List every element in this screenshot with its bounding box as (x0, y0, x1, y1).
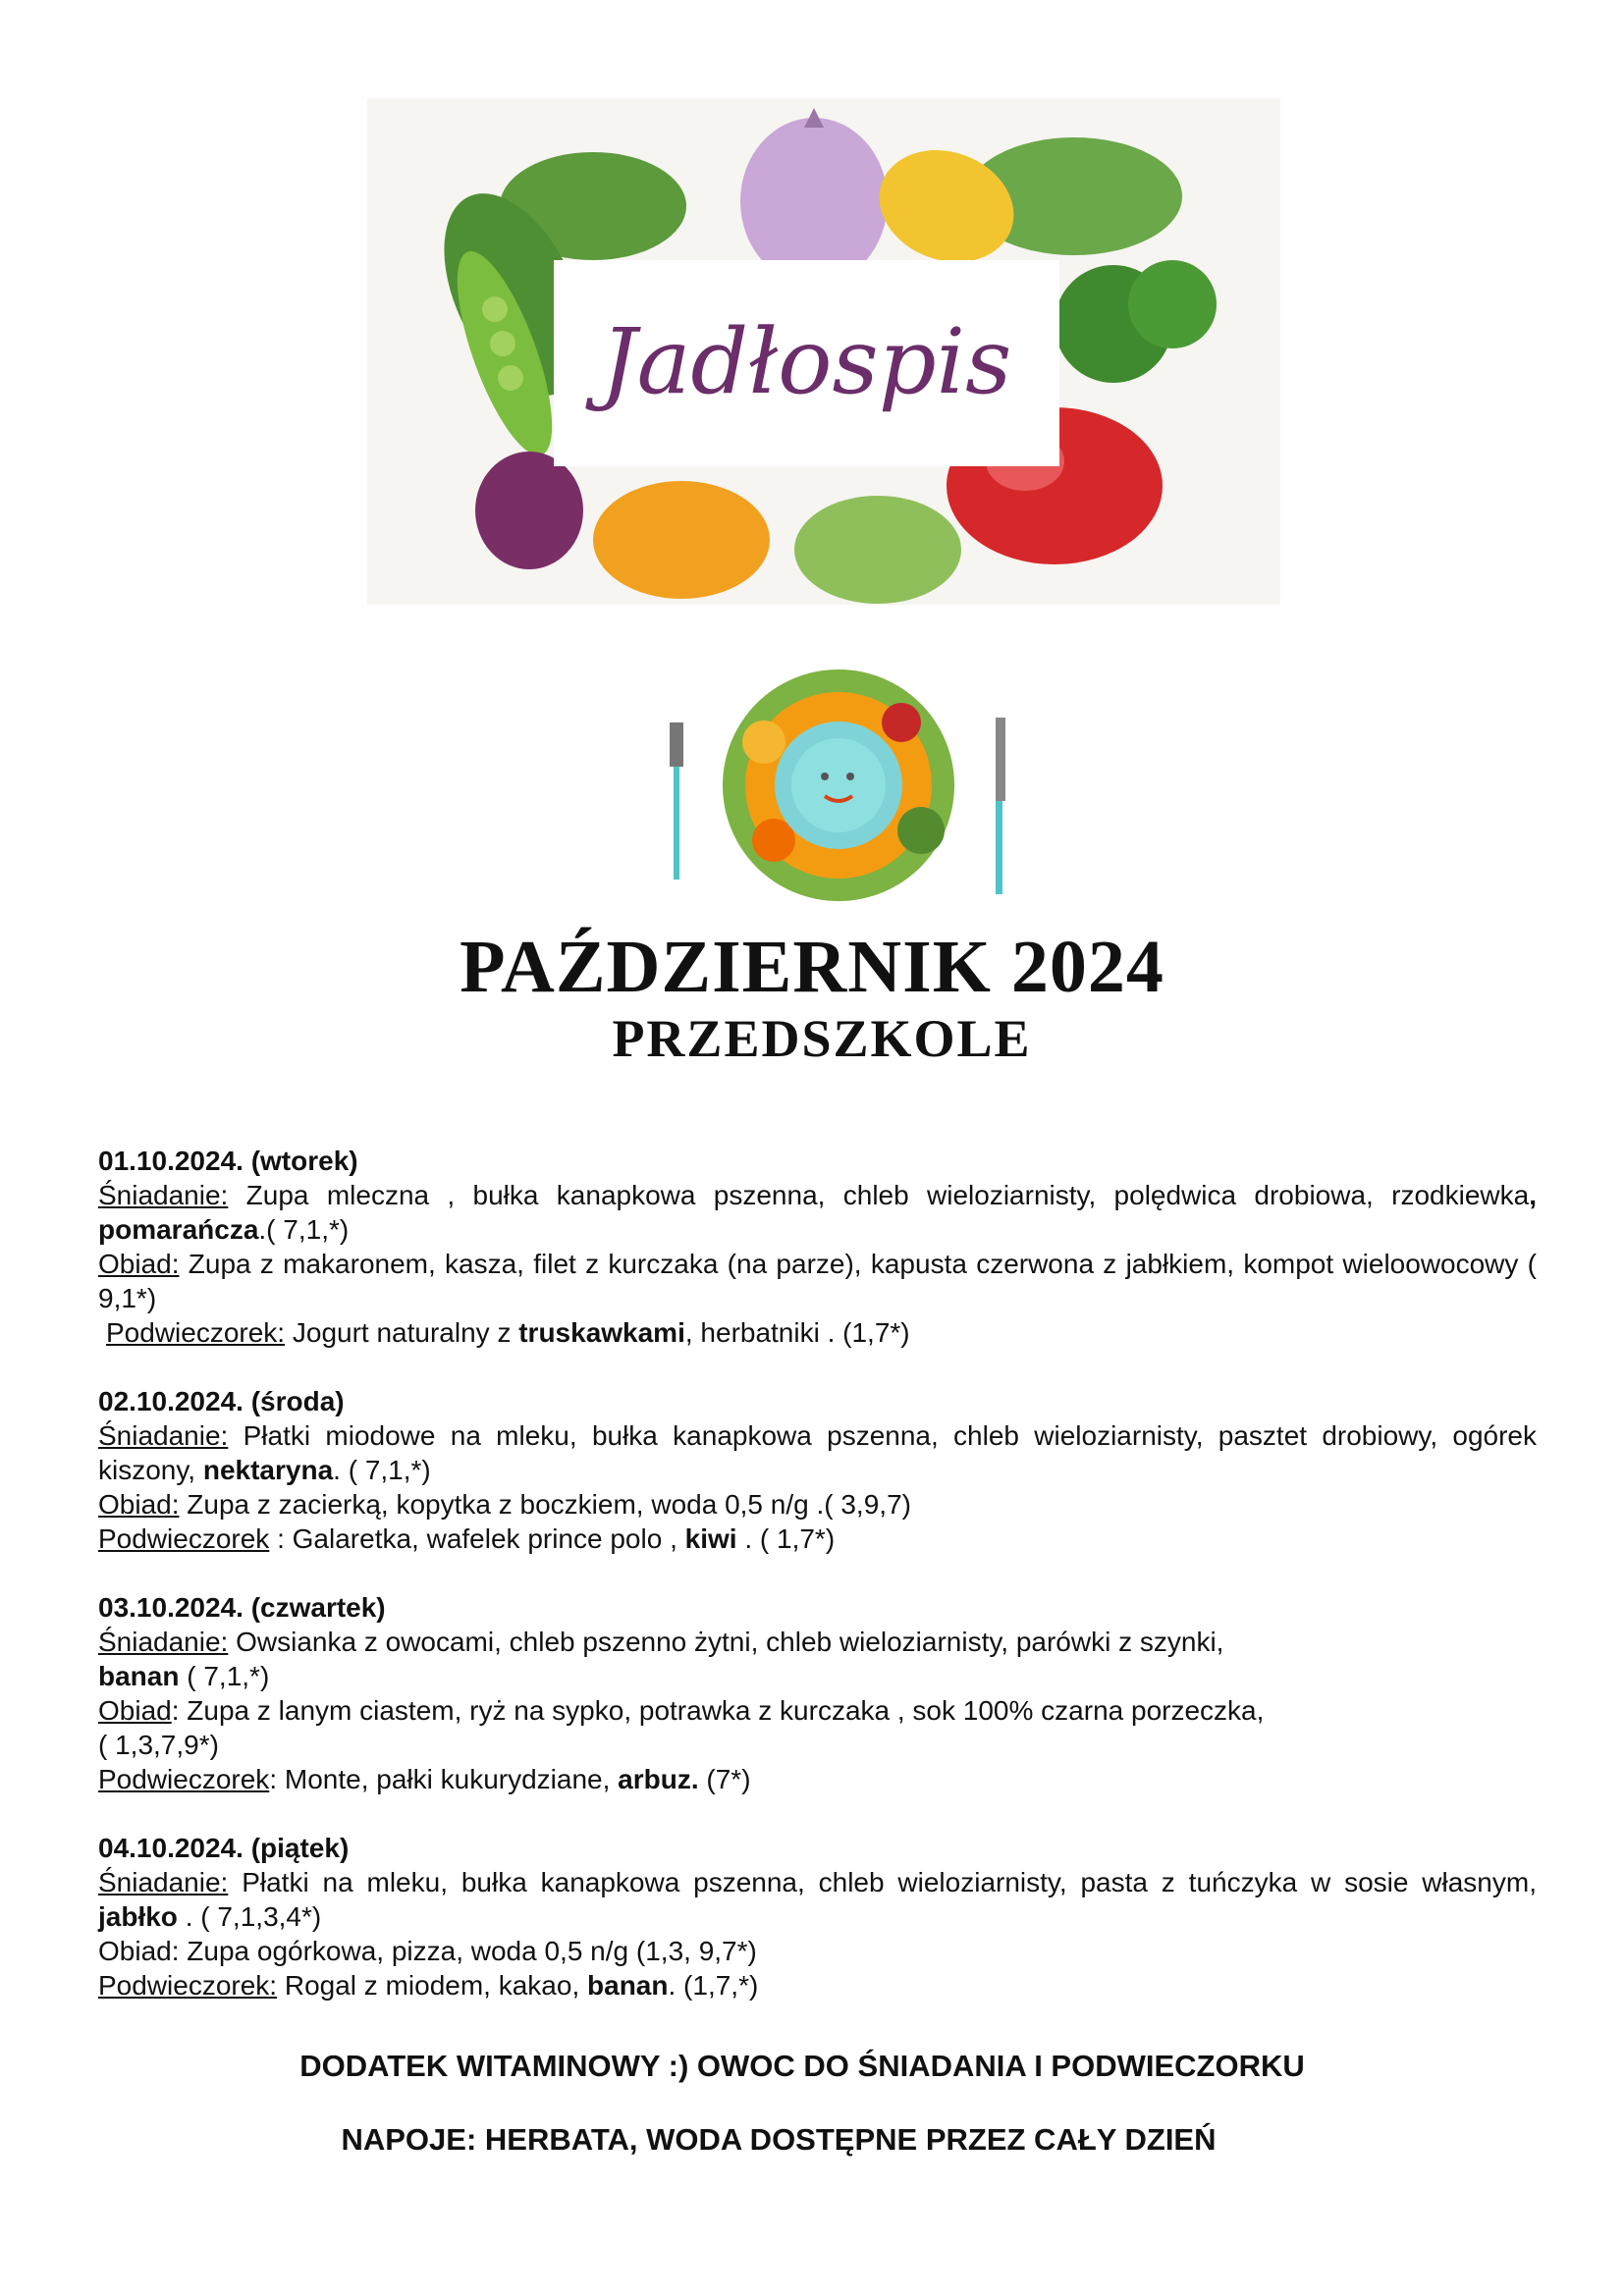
breakfast-text: Płatki na mleku, bułka kanapkowa pszenna, chleb wieloziarnisty, pasta z tuńczyka w sosie własnym, (228, 1867, 1537, 1897)
breakfast-label: Śniadanie: (98, 1627, 229, 1657)
breakfast-fruit: , pomarańcza (98, 1180, 1537, 1245)
lunch-text: : Zupa z lanym ciastem, ryż na sypko, potrawka z kurczaka , sok 100% czarna porzeczka, (171, 1695, 1265, 1726)
snack-label: Podwieczorek (98, 1764, 270, 1794)
lunch-line (98, 1487, 1537, 1522)
snack-line (98, 1968, 1537, 2002)
snack-text: Jogurt naturalny z (285, 1317, 519, 1348)
breakfast-line (98, 1625, 1537, 1693)
breakfast-allergens: . ( 7,1,*) (333, 1455, 431, 1485)
lunch-line (98, 1693, 1537, 1762)
day-date: 03.10.2024. (czwartek) (98, 1592, 386, 1623)
snack-text: : Monte, pałki kukurydziane, (269, 1764, 619, 1794)
subtitle-school: PRZEDSZKOLE (612, 1009, 1032, 1068)
snack-fruit: banan (587, 1970, 669, 2001)
breakfast-fruit: nektaryna (202, 1455, 334, 1485)
breakfast-fruit: jabłko (98, 1901, 178, 1932)
day-entry (98, 1590, 1537, 1796)
lunch-label: Obiad: (98, 1489, 180, 1520)
breakfast-allergens: ( 7,1,*) (179, 1661, 270, 1691)
vitamin-note: DODATEK WITAMINOWY :) OWOC DO ŚNIADANIA I PODWIECZORKU (299, 2049, 1305, 2083)
breakfast-text: Płatki miodowe na mleku, bułka kanapkowa pszenna, chleb wieloziarnisty, pasztet drobiowy, ogórek kiszony, (98, 1420, 1537, 1485)
day-entry (98, 1144, 1537, 1350)
day-entry (98, 1831, 1537, 2002)
jadlospis-banner-illustration (367, 98, 1280, 605)
lunch-text: Obiad: Zupa ogórkowa, pizza, woda 0,5 n/g (1,3, 9,7*) (98, 1936, 757, 1966)
lunch-text: Zupa z makaronem, kasza, filet z kurczaka (na parze), kapusta czerwona z jabłkiem, kompot wieloowocowy ( 9,1*) (98, 1249, 1537, 1313)
lunch-label: Obiad: (98, 1249, 180, 1279)
snack-line (98, 1315, 1537, 1350)
snack-line (98, 1762, 1537, 1796)
drinks-note: NAPOJE: HERBATA, WODA DOSTĘPNE PRZEZ CAŁY DZIEŃ (341, 2122, 1217, 2157)
menu-list (98, 1144, 1537, 2037)
snack-fruit: truskawkami (518, 1317, 685, 1348)
day-date: 04.10.2024. (piątek) (98, 1833, 350, 1863)
breakfast-label: Śniadanie: (98, 1420, 229, 1451)
snack-label: Podwieczorek: (106, 1317, 286, 1348)
snack-fruit: arbuz. (618, 1764, 699, 1794)
breakfast-text: Zupa mleczna , bułka kanapkowa pszenna, chleb wieloziarnisty, polędwica drobiowa, rzodkiewka (228, 1180, 1530, 1210)
breakfast-text: Owsianka z owocami, chleb pszenno żytni, chleb wieloziarnisty, parówki z szynki, (228, 1627, 1224, 1657)
snack-allergens: . (1,7,*) (668, 1970, 759, 2001)
breakfast-label: Śniadanie: (98, 1867, 229, 1897)
banner-logo-text: Jadłospis (600, 309, 1012, 414)
snack-fruit: kiwi (684, 1523, 737, 1554)
snack-allergens: . ( 1,7*) (736, 1523, 836, 1554)
snack-allergens: , herbatniki . (1,7*) (684, 1317, 910, 1348)
snack-allergens: (7*) (698, 1764, 751, 1794)
breakfast-line (98, 1865, 1537, 1934)
breakfast-label: Śniadanie: (98, 1180, 229, 1210)
fruit-plate-illustration (656, 664, 1021, 907)
lunch-label: Obiad (98, 1695, 172, 1726)
day-date: 01.10.2024. (wtorek) (98, 1146, 358, 1176)
lunch-line (98, 1247, 1537, 1315)
snack-text: : Galaretka, wafelek prince polo , (269, 1523, 685, 1554)
day-date: 02.10.2024. (środa) (98, 1386, 345, 1416)
snack-line (98, 1522, 1537, 1556)
breakfast-line (98, 1418, 1537, 1487)
snack-label: Podwieczorek: (98, 1970, 278, 2001)
lunch-line (98, 1934, 1537, 1968)
breakfast-fruit: banan (98, 1661, 180, 1691)
day-entry (98, 1384, 1537, 1556)
lunch-allergens: ( 1,3,7,9*) (98, 1730, 219, 1760)
page-title-month: PAŹDZIERNIK 2024 (460, 926, 1164, 1008)
breakfast-allergens: .( 7,1,*) (258, 1214, 350, 1245)
snack-text: Rogal z miodem, kakao, (277, 1970, 588, 2001)
breakfast-line (98, 1178, 1537, 1247)
lunch-text: Zupa z zacierką, kopytka z boczkiem, woda 0,5 n/g .( 3,9,7) (179, 1489, 911, 1520)
snack-label: Podwieczorek (98, 1523, 270, 1554)
breakfast-allergens: . ( 7,1,3,4*) (177, 1901, 322, 1932)
